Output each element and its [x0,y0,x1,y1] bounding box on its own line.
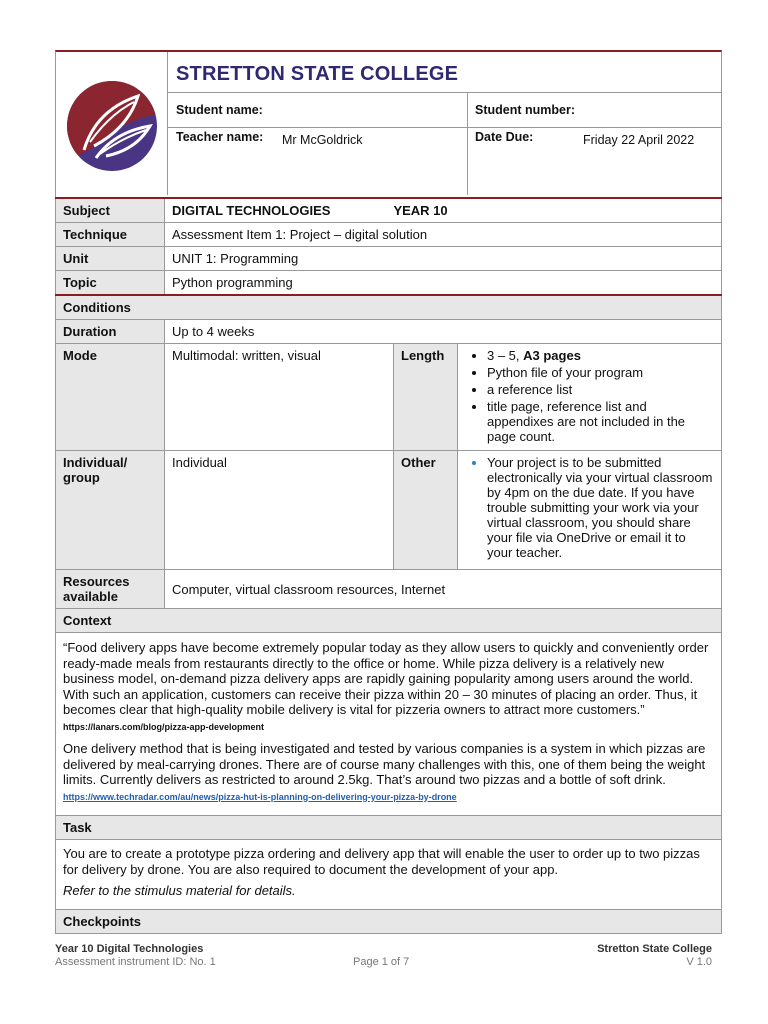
topic-label: Topic [56,271,165,296]
mode-value: Multimodal: written, visual [165,344,394,451]
row-technique [56,223,722,247]
length-item: • title page, reference list and appendixes are not included in the page count. [487,399,714,444]
row-resources [56,570,722,609]
header-fields [167,52,721,195]
resources-label: Resources available [56,570,165,609]
row-context [56,633,722,816]
assessment-table [55,197,722,934]
row-task-header [56,816,722,840]
student-number-label: Student number: [475,103,575,117]
college-title: STRETTON STATE COLLEGE [176,63,459,85]
conditions-label: Conditions [56,295,722,320]
mode-label: Mode [56,344,165,451]
footer-left-title: Year 10 Digital Technologies [55,943,204,955]
length-item: • Python file of your program [487,365,714,380]
college-logo-icon [66,80,158,172]
duration-value: Up to 4 weeks [165,320,722,344]
header-block [55,50,722,197]
row-conditions [56,295,722,320]
date-due-label: Date Due: [475,130,534,144]
row-checkpoints-header [56,909,722,933]
technique-value: Assessment Item 1: Project – digital solution [165,223,722,247]
length-item: • a reference list [487,382,714,397]
row-task [56,840,722,910]
task-note: Refer to the stimulus material for details. [63,883,296,898]
footer-right-title: Stretton State College [597,943,712,955]
other-label: Other [394,451,458,570]
other-item: • Your project is to be submitted electronically via your virtual classroom by 4pm on the due date. If you have trouble submitting your work via your virtual classroom, you should share your file via OneDrive or email it to your teacher. [487,455,714,560]
task-label: Task [56,816,722,840]
footer-left-sub: Assessment instrument ID: No. 1 [55,956,216,968]
context-label: Context [56,609,722,633]
length-label: Length [394,344,458,451]
row-context-header [56,609,722,633]
row-subject [56,198,722,223]
year-value: YEAR 10 [393,203,448,218]
row-individual [56,451,722,570]
teacher-name: Mr McGoldrick [282,133,363,147]
student-name-label: Student name: [176,103,263,117]
context-paragraph-1: “Food delivery apps have become extremely popular today as they allow users to quickly and conveniently order ready-made meals from restaurants directly to the office or home. While pizza delivery is a relatively new business model, on-demand pizza delivery apps are rapidly gaining popularity among users around the world. With such an application, customers can receive their pizza within 20 – 30 minutes of placing an order. Thus, it becomes clear that high-quality mobile delivery is vital for pizzeria owners to attract more customers.” https://lanars.com/blog/pizza-app-development [63,640,709,732]
subject-label: Subject [56,198,165,223]
context-paragraph-2: One delivery method that is being investigated and tested by various companies is a system in which pizzas are delivered by meal-carrying drones. There are of course many challenges with this, one of them being the weight limits. Currently delivers as restricted to around 2.5kg. That’s around two pizzas and a bottle of soft drink. https://www.techradar.com/au/news/pizza-hut-is-planning-on-delivering-your-pizza-by-drone [63,741,706,802]
resources-value: Computer, virtual classroom resources, Internet [165,570,722,609]
subject-value: DIGITAL TECHNOLOGIES [172,203,331,218]
technique-label: Technique [56,223,165,247]
context-source-1: https://lanars.com/blog/pizza-app-development [63,721,265,732]
checkpoints-label: Checkpoints [56,909,722,933]
unit-label: Unit [56,247,165,271]
topic-value: Python programming [165,271,722,296]
footer-page-number: Page 1 of 7 [353,956,410,968]
date-due: Friday 22 April 2022 [583,133,695,147]
length-list [465,348,714,444]
row-duration [56,320,722,344]
row-mode [56,344,722,451]
assessment-sheet [55,50,722,934]
context-source-link-2[interactable]: https://www.techradar.com/au/news/pizza-hut-is-planning-on-delivering-your-pizza-by-drone [63,791,457,802]
other-list [465,455,714,560]
task-paragraph: You are to create a prototype pizza ordering and delivery app that will enable the user to order up to two pizzas for delivery by drone. You are also required to document the development of your app. [63,846,700,877]
length-item: • 3 – 5, A3 pages [487,348,714,363]
footer-version: V 1.0 [686,956,712,968]
teacher-name-label: Teacher name: [176,130,264,144]
row-topic [56,271,722,296]
individual-value: Individual [165,451,394,570]
row-unit [56,247,722,271]
duration-label: Duration [56,320,165,344]
individual-label: Individual/ group [56,451,165,570]
unit-value: UNIT 1: Programming [165,247,722,271]
